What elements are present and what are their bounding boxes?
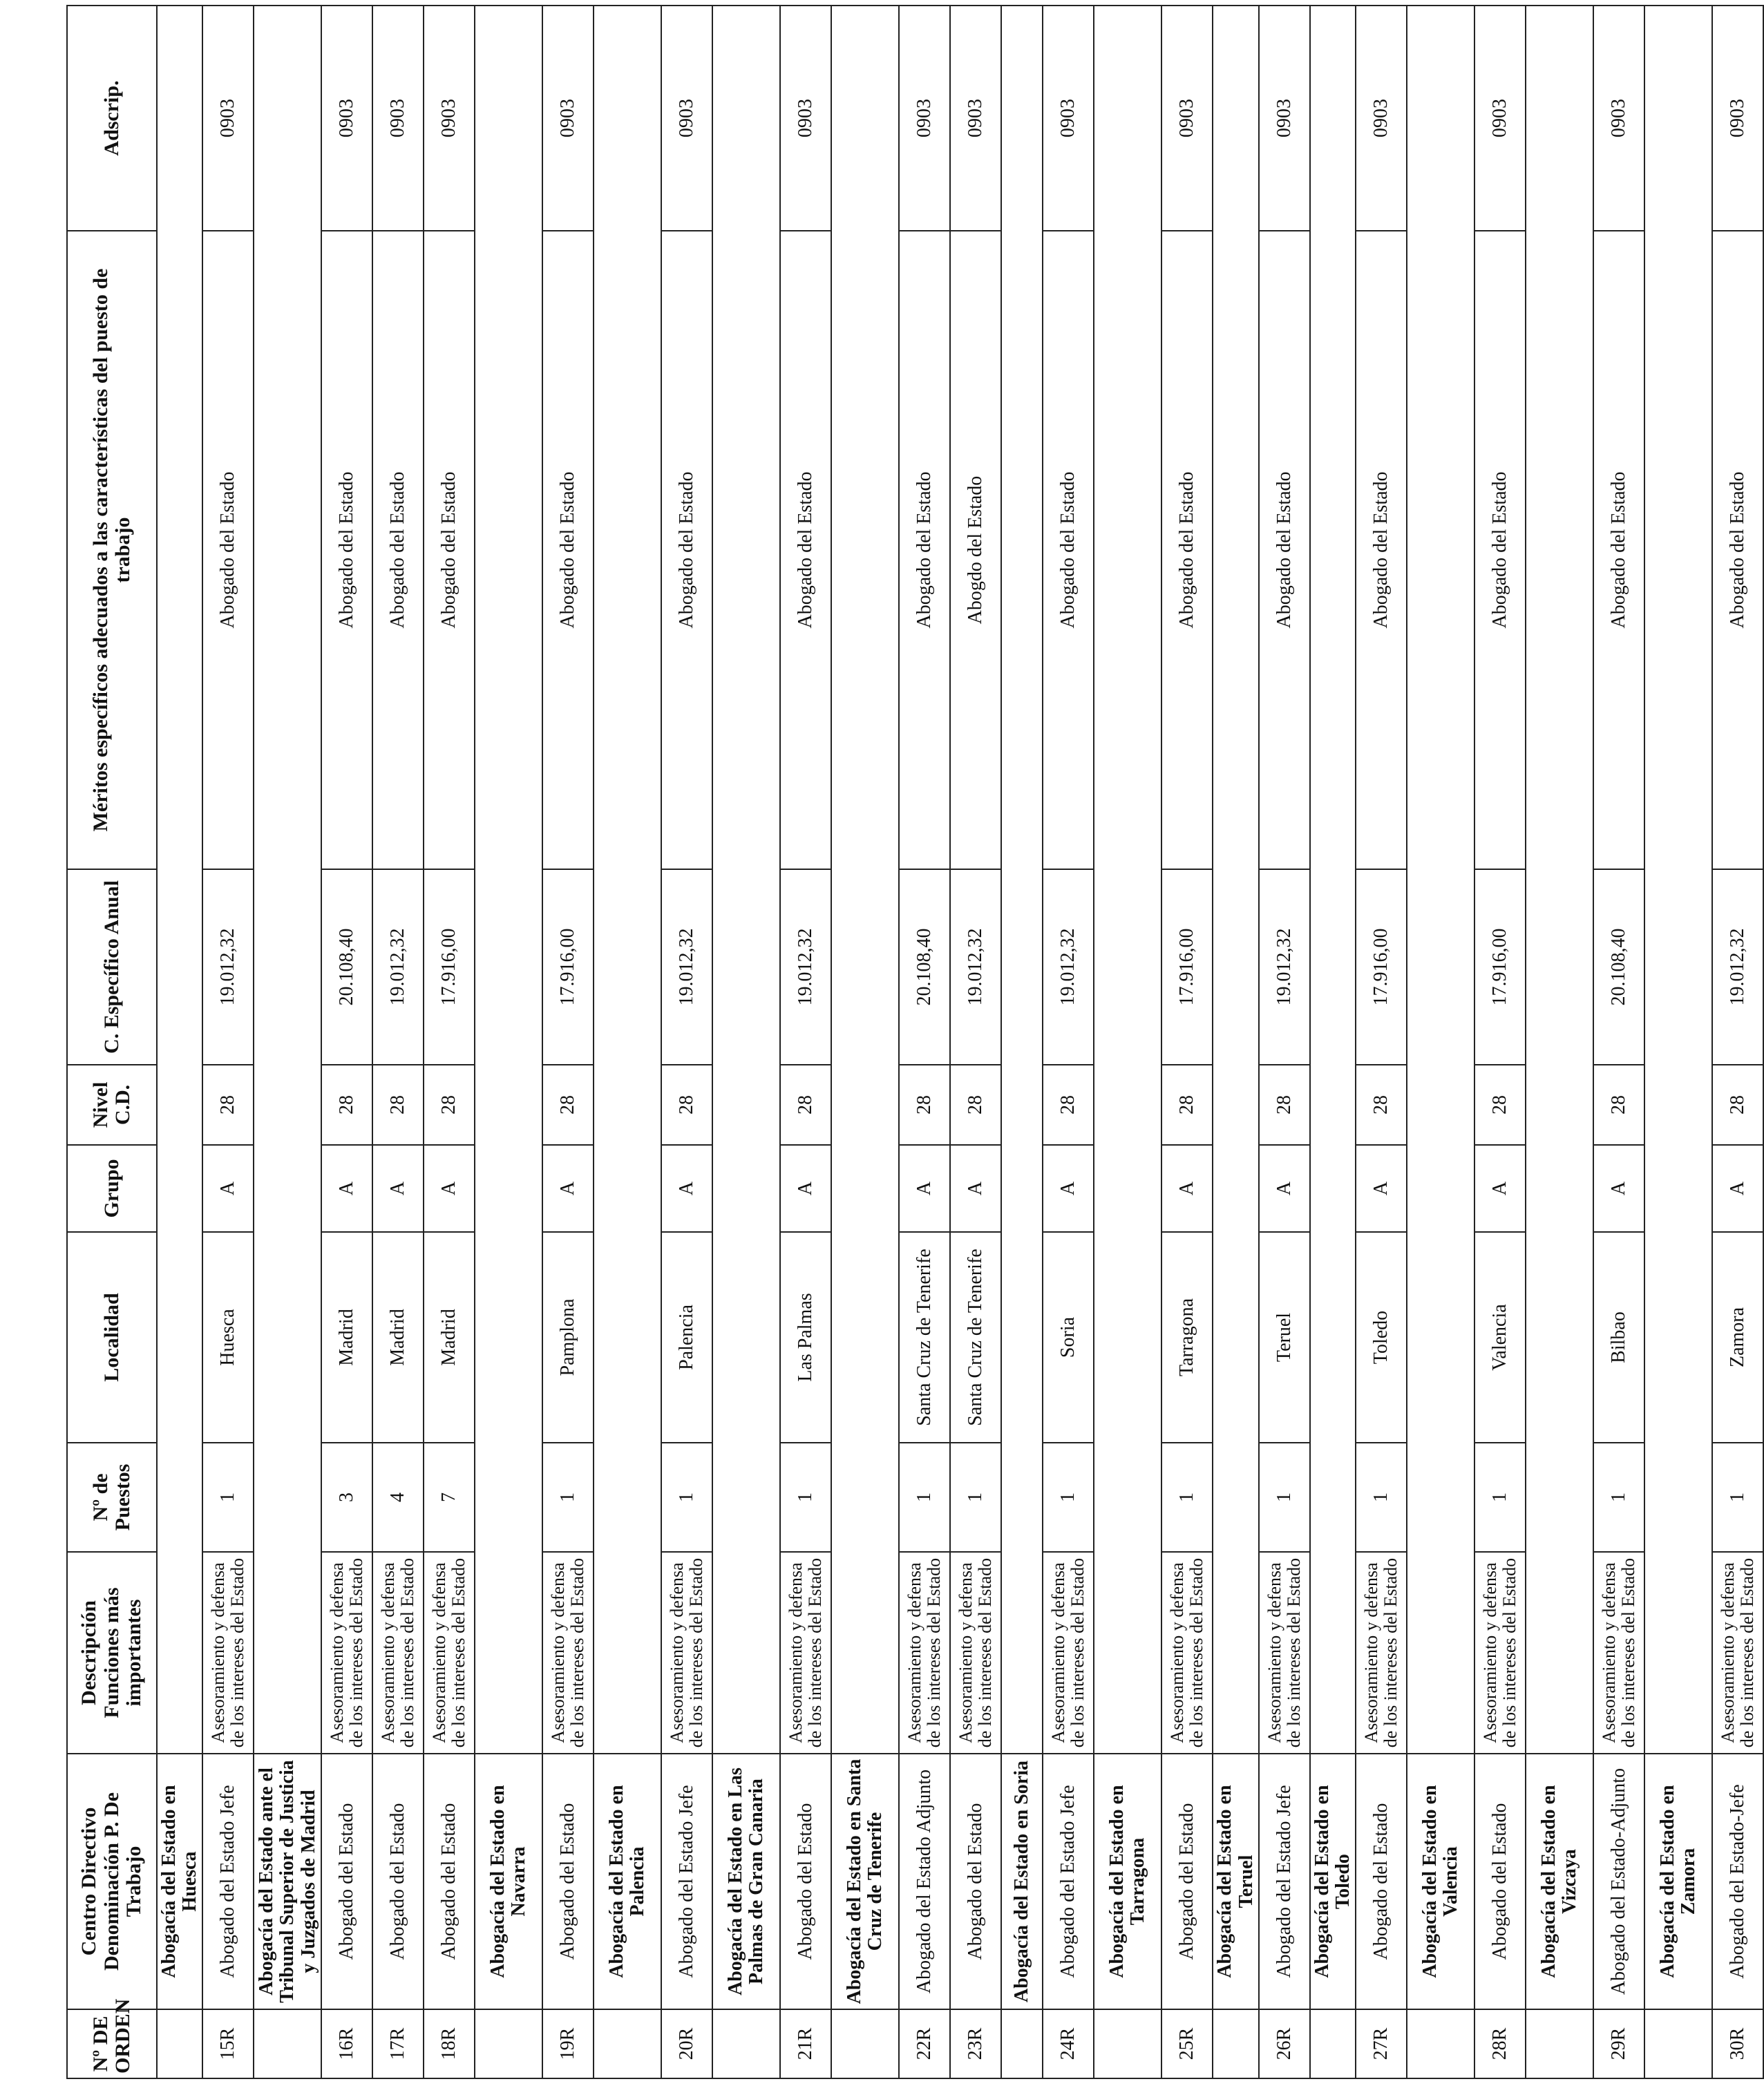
table-row bbox=[1474, 6, 1526, 2078]
cell-meritos: Abogado del Estado bbox=[661, 231, 712, 869]
table-row bbox=[1259, 6, 1310, 2078]
cell-orden: 15R bbox=[202, 2009, 254, 2078]
center-row-filler bbox=[712, 6, 780, 1754]
cell-denominacion: Abogado del Estado Jefe bbox=[1259, 1754, 1310, 2009]
center-row bbox=[1526, 6, 1593, 2078]
cell-funciones: Asesoramiento y defensa de los intereses del Estado bbox=[950, 1552, 1001, 1754]
cell-meritos: Abogado del Estado bbox=[542, 231, 594, 869]
cell-funciones: Asesoramiento y defensa de los intereses del Estado bbox=[372, 1552, 424, 1754]
cell-funciones: Asesoramiento y defensa de los intereses del Estado bbox=[661, 1552, 712, 1754]
center-row-empty-cell bbox=[594, 2009, 661, 2078]
cell-nivel: 28 bbox=[321, 1065, 372, 1145]
cell-grupo: A bbox=[1043, 1145, 1094, 1232]
cell-grupo: A bbox=[542, 1145, 594, 1232]
cell-localidad: Teruel bbox=[1259, 1232, 1310, 1443]
cell-localidad: Valencia bbox=[1474, 1232, 1526, 1443]
cell-denominacion: Abogado del Estado bbox=[321, 1754, 372, 2009]
center-row-filler bbox=[157, 6, 202, 1754]
center-row-filler bbox=[1094, 6, 1161, 1754]
center-row-empty-cell bbox=[1407, 2009, 1474, 2078]
cell-puestos: 3 bbox=[321, 1443, 372, 1552]
center-row-empty-cell bbox=[712, 2009, 780, 2078]
cell-especifico: 17.916,00 bbox=[1161, 869, 1213, 1065]
cell-denominacion: Abogado del Estado bbox=[1474, 1754, 1526, 2009]
cell-localidad: Palencia bbox=[661, 1232, 712, 1443]
cell-denominacion: Abogado del Estado-Adjunto bbox=[1593, 1754, 1644, 2009]
table-row bbox=[661, 6, 712, 2078]
center-row-filler bbox=[594, 6, 661, 1754]
cell-orden: 24R bbox=[1043, 2009, 1094, 2078]
cell-especifico: 19.012,32 bbox=[950, 869, 1001, 1065]
table-row bbox=[899, 6, 950, 2078]
cell-denominacion: Abogado del Estado bbox=[1161, 1754, 1213, 2009]
table-row bbox=[1712, 6, 1763, 2078]
cell-meritos: Abogado del Estado bbox=[780, 231, 831, 869]
cell-grupo: A bbox=[899, 1145, 950, 1232]
cell-adscrip: 0903 bbox=[661, 6, 712, 231]
center-name: Abogacía del Estado en Soria bbox=[1001, 1754, 1043, 2009]
cell-orden: 25R bbox=[1161, 2009, 1213, 2078]
cell-localidad: Huesca bbox=[202, 1232, 254, 1443]
center-row-filler bbox=[1644, 6, 1712, 1754]
cell-adscrip: 0903 bbox=[780, 6, 831, 231]
rotated-table-wrapper bbox=[66, 6, 1758, 2079]
cell-nivel: 28 bbox=[899, 1065, 950, 1145]
cell-grupo: A bbox=[1474, 1145, 1526, 1232]
cell-funciones: Asesoramiento y defensa de los intereses del Estado bbox=[899, 1552, 950, 1754]
center-row bbox=[712, 6, 780, 2078]
cell-especifico: 19.012,32 bbox=[1259, 869, 1310, 1065]
cell-orden: 16R bbox=[321, 2009, 372, 2078]
cell-adscrip: 0903 bbox=[202, 6, 254, 231]
cell-localidad: Bilbao bbox=[1593, 1232, 1644, 1443]
center-row-empty-cell bbox=[1213, 2009, 1258, 2078]
table-row bbox=[542, 6, 594, 2078]
cell-grupo: A bbox=[321, 1145, 372, 1232]
cell-meritos: Abogado del Estado bbox=[899, 231, 950, 869]
table-row bbox=[424, 6, 475, 2078]
center-row bbox=[1310, 6, 1356, 2078]
cell-especifico: 19.012,32 bbox=[661, 869, 712, 1065]
cell-denominacion: Abogado del Estado Jefe bbox=[661, 1754, 712, 2009]
cell-denominacion: Abogado del Estado bbox=[1356, 1754, 1407, 2009]
cell-meritos: Abogdo del Estado bbox=[950, 231, 1001, 869]
header-puestos: Nº de Puestos bbox=[67, 1443, 157, 1552]
cell-especifico: 20.108,40 bbox=[1593, 869, 1644, 1065]
cell-orden: 20R bbox=[661, 2009, 712, 2078]
center-row-empty-cell bbox=[1001, 2009, 1043, 2078]
cell-puestos: 1 bbox=[899, 1443, 950, 1552]
cell-nivel: 28 bbox=[950, 1065, 1001, 1145]
cell-adscrip: 0903 bbox=[1259, 6, 1310, 231]
cell-adscrip: 0903 bbox=[321, 6, 372, 231]
cell-meritos: Abogado del Estado bbox=[1161, 231, 1213, 869]
center-row bbox=[475, 6, 542, 2078]
cell-nivel: 28 bbox=[661, 1065, 712, 1145]
center-row bbox=[1001, 6, 1043, 2078]
center-name: Abogacía del Estado en Toledo bbox=[1310, 1754, 1356, 2009]
cell-nivel: 28 bbox=[1474, 1065, 1526, 1145]
center-row-empty-cell bbox=[1310, 2009, 1356, 2078]
cell-grupo: A bbox=[1593, 1145, 1644, 1232]
table-body bbox=[157, 6, 1763, 2078]
center-row-filler bbox=[1001, 6, 1043, 1754]
center-row-filler bbox=[1526, 6, 1593, 1754]
cell-denominacion: Abogado del Estado bbox=[372, 1754, 424, 2009]
cell-adscrip: 0903 bbox=[424, 6, 475, 231]
center-name: Abogacía del Estado en Navarra bbox=[475, 1754, 542, 2009]
cell-localidad: Soria bbox=[1043, 1232, 1094, 1443]
cell-grupo: A bbox=[661, 1145, 712, 1232]
cell-orden: 23R bbox=[950, 2009, 1001, 2078]
center-name: Abogacía del Estado en Teruel bbox=[1213, 1754, 1258, 2009]
center-name: Abogacía del Estado en Las Palmas de Gran Canaria bbox=[712, 1754, 780, 2009]
cell-localidad: Toledo bbox=[1356, 1232, 1407, 1443]
table-row bbox=[950, 6, 1001, 2078]
cell-especifico: 17.916,00 bbox=[542, 869, 594, 1065]
cell-adscrip: 0903 bbox=[1593, 6, 1644, 231]
cell-meritos: Abogado del Estado bbox=[1474, 231, 1526, 869]
center-row-empty-cell bbox=[831, 2009, 899, 2078]
center-row-filler bbox=[1213, 6, 1258, 1754]
table-row bbox=[1161, 6, 1213, 2078]
center-row bbox=[1094, 6, 1161, 2078]
cell-meritos: Abogado del Estado bbox=[202, 231, 254, 869]
cell-puestos: 1 bbox=[1043, 1443, 1094, 1552]
cell-nivel: 28 bbox=[1259, 1065, 1310, 1145]
center-row-empty-cell bbox=[475, 2009, 542, 2078]
table-row bbox=[372, 6, 424, 2078]
cell-orden: 17R bbox=[372, 2009, 424, 2078]
center-row bbox=[1644, 6, 1712, 2078]
cell-grupo: A bbox=[950, 1145, 1001, 1232]
cell-orden: 21R bbox=[780, 2009, 831, 2078]
cell-orden: 28R bbox=[1474, 2009, 1526, 2078]
center-row-empty-cell bbox=[157, 2009, 202, 2078]
cell-especifico: 17.916,00 bbox=[1474, 869, 1526, 1065]
cell-funciones: Asesoramiento y defensa de los intereses del Estado bbox=[780, 1552, 831, 1754]
cell-puestos: 7 bbox=[424, 1443, 475, 1552]
center-name: Abogacía del Estado en Palencia bbox=[594, 1754, 661, 2009]
cell-grupo: A bbox=[202, 1145, 254, 1232]
cell-puestos: 1 bbox=[1259, 1443, 1310, 1552]
cell-adscrip: 0903 bbox=[372, 6, 424, 231]
cell-meritos: Abogado del Estado bbox=[1593, 231, 1644, 869]
cell-orden: 30R bbox=[1712, 2009, 1763, 2078]
cell-localidad: Santa Cruz de Tenerife bbox=[950, 1232, 1001, 1443]
cell-localidad: Madrid bbox=[372, 1232, 424, 1443]
cell-meritos: Abogado del Estado bbox=[1043, 231, 1094, 869]
center-name: Abogacía del Estado ante el Tribunal Superior de Justicia y Juzgados de Madrid bbox=[254, 1754, 321, 2009]
cell-puestos: 1 bbox=[1712, 1443, 1763, 1552]
cell-meritos: Abogado del Estado bbox=[1712, 231, 1763, 869]
center-name: Abogacía del Estado en Tarragona bbox=[1094, 1754, 1161, 2009]
cell-puestos: 1 bbox=[1593, 1443, 1644, 1552]
header-nivel: Nivel C.D. bbox=[67, 1065, 157, 1145]
center-row-empty-cell bbox=[1094, 2009, 1161, 2078]
cell-puestos: 1 bbox=[950, 1443, 1001, 1552]
cell-denominacion: Abogado del Estado bbox=[424, 1754, 475, 2009]
cell-grupo: A bbox=[1712, 1145, 1763, 1232]
cell-orden: 22R bbox=[899, 2009, 950, 2078]
table-row bbox=[1356, 6, 1407, 2078]
cell-nivel: 28 bbox=[542, 1065, 594, 1145]
cell-denominacion: Abogado del Estado-Jefe bbox=[1712, 1754, 1763, 2009]
center-name: Abogacía del Estado en Vizcaya bbox=[1526, 1754, 1593, 2009]
cell-grupo: A bbox=[424, 1145, 475, 1232]
cell-funciones: Asesoramiento y defensa de los intereses del Estado bbox=[1161, 1552, 1213, 1754]
header-especifico: C. Específico Anual bbox=[67, 869, 157, 1065]
cell-funciones: Asesoramiento y defensa de los intereses del Estado bbox=[1043, 1552, 1094, 1754]
cell-puestos: 1 bbox=[202, 1443, 254, 1552]
center-row-filler bbox=[1407, 6, 1474, 1754]
cell-funciones: Asesoramiento y defensa de los intereses del Estado bbox=[202, 1552, 254, 1754]
cell-funciones: Asesoramiento y defensa de los intereses del Estado bbox=[542, 1552, 594, 1754]
center-row-empty-cell bbox=[1644, 2009, 1712, 2078]
cell-funciones: Asesoramiento y defensa de los intereses del Estado bbox=[321, 1552, 372, 1754]
positions-table bbox=[66, 5, 1764, 2079]
cell-funciones: Asesoramiento y defensa de los intereses del Estado bbox=[1712, 1552, 1763, 1754]
cell-meritos: Abogado del Estado bbox=[1356, 231, 1407, 869]
cell-nivel: 28 bbox=[1161, 1065, 1213, 1145]
cell-adscrip: 0903 bbox=[1161, 6, 1213, 231]
cell-nivel: 28 bbox=[1356, 1065, 1407, 1145]
header-centro: Centro Directivo Denominación P. De Trabajo bbox=[67, 1754, 157, 2009]
cell-meritos: Abogado del Estado bbox=[372, 231, 424, 869]
cell-meritos: Abogado del Estado bbox=[424, 231, 475, 869]
cell-nivel: 28 bbox=[1593, 1065, 1644, 1145]
cell-nivel: 28 bbox=[780, 1065, 831, 1145]
cell-denominacion: Abogado del Estado bbox=[780, 1754, 831, 2009]
center-row bbox=[831, 6, 899, 2078]
cell-funciones: Asesoramiento y defensa de los intereses del Estado bbox=[424, 1552, 475, 1754]
cell-grupo: A bbox=[1161, 1145, 1213, 1232]
center-row bbox=[254, 6, 321, 2078]
center-row-filler bbox=[831, 6, 899, 1754]
cell-orden: 27R bbox=[1356, 2009, 1407, 2078]
cell-puestos: 1 bbox=[1356, 1443, 1407, 1552]
center-row bbox=[594, 6, 661, 2078]
cell-adscrip: 0903 bbox=[542, 6, 594, 231]
cell-localidad: Zamora bbox=[1712, 1232, 1763, 1443]
cell-puestos: 1 bbox=[1474, 1443, 1526, 1552]
cell-funciones: Asesoramiento y defensa de los intereses del Estado bbox=[1259, 1552, 1310, 1754]
cell-especifico: 19.012,32 bbox=[780, 869, 831, 1065]
center-row bbox=[1407, 6, 1474, 2078]
header-grupo: Grupo bbox=[67, 1145, 157, 1232]
cell-orden: 19R bbox=[542, 2009, 594, 2078]
cell-nivel: 28 bbox=[1712, 1065, 1763, 1145]
cell-nivel: 28 bbox=[202, 1065, 254, 1145]
cell-nivel: 28 bbox=[372, 1065, 424, 1145]
center-row-empty-cell bbox=[1526, 2009, 1593, 2078]
cell-especifico: 19.012,32 bbox=[1043, 869, 1094, 1065]
cell-especifico: 19.012,32 bbox=[202, 869, 254, 1065]
cell-adscrip: 0903 bbox=[1043, 6, 1094, 231]
cell-especifico: 19.012,32 bbox=[1712, 869, 1763, 1065]
cell-puestos: 4 bbox=[372, 1443, 424, 1552]
cell-localidad: Tarragona bbox=[1161, 1232, 1213, 1443]
table-row bbox=[321, 6, 372, 2078]
cell-orden: 26R bbox=[1259, 2009, 1310, 2078]
center-row bbox=[1213, 6, 1258, 2078]
cell-funciones: Asesoramiento y defensa de los intereses del Estado bbox=[1356, 1552, 1407, 1754]
cell-especifico: 17.916,00 bbox=[1356, 869, 1407, 1065]
center-name: Abogacía del Estado en Valencia bbox=[1407, 1754, 1474, 2009]
table-row bbox=[1593, 6, 1644, 2078]
center-row-filler bbox=[1310, 6, 1356, 1754]
table-row bbox=[202, 6, 254, 2078]
cell-nivel: 28 bbox=[424, 1065, 475, 1145]
cell-especifico: 20.108,40 bbox=[321, 869, 372, 1065]
cell-meritos: Abogado del Estado bbox=[1259, 231, 1310, 869]
cell-denominacion: Abogado del Estado bbox=[542, 1754, 594, 2009]
header-meritos: Méritos específicos adecuados a las características del puesto de trabajo bbox=[67, 231, 157, 869]
cell-denominacion: Abogado del Estado Jefe bbox=[202, 1754, 254, 2009]
cell-puestos: 1 bbox=[1161, 1443, 1213, 1552]
cell-meritos: Abogado del Estado bbox=[321, 231, 372, 869]
cell-funciones: Asesoramiento y defensa de los intereses del Estado bbox=[1474, 1552, 1526, 1754]
cell-adscrip: 0903 bbox=[1356, 6, 1407, 231]
cell-especifico: 19.012,32 bbox=[372, 869, 424, 1065]
center-row-filler bbox=[254, 6, 321, 1754]
cell-grupo: A bbox=[780, 1145, 831, 1232]
cell-denominacion: Abogado del Estado bbox=[950, 1754, 1001, 2009]
cell-localidad: Madrid bbox=[424, 1232, 475, 1443]
header-adscrip: Adscrip. bbox=[67, 6, 157, 231]
cell-especifico: 17.916,00 bbox=[424, 869, 475, 1065]
cell-grupo: A bbox=[372, 1145, 424, 1232]
center-name: Abogacía del Estado en Zamora bbox=[1644, 1754, 1712, 2009]
cell-especifico: 20.108,40 bbox=[899, 869, 950, 1065]
table-row bbox=[780, 6, 831, 2078]
cell-puestos: 1 bbox=[661, 1443, 712, 1552]
center-name: Abogacía del Estado en Huesca bbox=[157, 1754, 202, 2009]
cell-denominacion: Abogado del Estado Jefe bbox=[1043, 1754, 1094, 2009]
cell-adscrip: 0903 bbox=[1712, 6, 1763, 231]
header-descripcion: Descripción Funciones más importantes bbox=[67, 1552, 157, 1754]
cell-localidad: Madrid bbox=[321, 1232, 372, 1443]
cell-orden: 18R bbox=[424, 2009, 475, 2078]
cell-adscrip: 0903 bbox=[950, 6, 1001, 231]
table-row bbox=[1043, 6, 1094, 2078]
cell-denominacion: Abogado del Estado Adjunto bbox=[899, 1754, 950, 2009]
center-name: Abogacía del Estado en Santa Cruz de Tenerife bbox=[831, 1754, 899, 2009]
cell-grupo: A bbox=[1356, 1145, 1407, 1232]
header-orden: Nº DE ORDEN bbox=[67, 2009, 157, 2078]
cell-puestos: 1 bbox=[542, 1443, 594, 1552]
cell-adscrip: 0903 bbox=[1474, 6, 1526, 231]
center-row bbox=[157, 6, 202, 2078]
header-localidad: Localidad bbox=[67, 1232, 157, 1443]
cell-grupo: A bbox=[1259, 1145, 1310, 1232]
cell-localidad: Las Palmas bbox=[780, 1232, 831, 1443]
cell-orden: 29R bbox=[1593, 2009, 1644, 2078]
cell-localidad: Pamplona bbox=[542, 1232, 594, 1443]
header-row bbox=[67, 6, 157, 2078]
center-row-empty-cell bbox=[254, 2009, 321, 2078]
cell-adscrip: 0903 bbox=[899, 6, 950, 231]
cell-nivel: 28 bbox=[1043, 1065, 1094, 1145]
center-row-filler bbox=[475, 6, 542, 1754]
cell-puestos: 1 bbox=[780, 1443, 831, 1552]
cell-localidad: Santa Cruz de Tenerife bbox=[899, 1232, 950, 1443]
cell-funciones: Asesoramiento y defensa de los intereses del Estado bbox=[1593, 1552, 1644, 1754]
